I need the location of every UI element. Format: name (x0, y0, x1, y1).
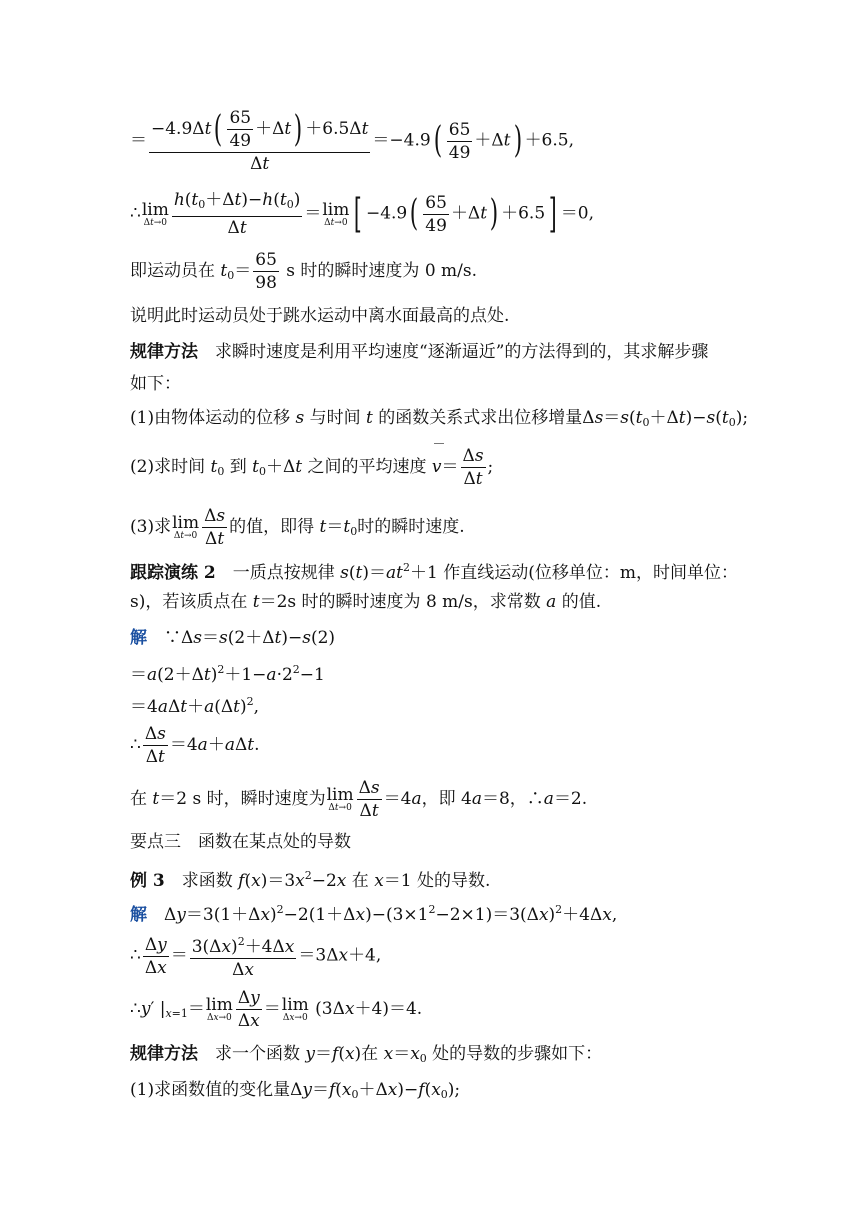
method-heading-2: 规律方法 求一个函数 y＝f(x)在 $x=x_0$ 处的导数的步骤如下： (130, 1044, 603, 1065)
step-2: (2)求时间 $t_0$ 到 $t_0+\Delta t$ 之间的平均速度 v＝ $\frac{\Delta s}{\Delta t}$ ; (130, 446, 494, 489)
explanation-line: 说明此时运动员处于跳水运动中离水面最高的点处. (130, 306, 510, 326)
solution-line-1: 解 ∵Δs＝s(2＋Δt)−s(2) (130, 628, 336, 648)
example-solution-3: ∴y′ $|_{x=1}=$ lim Δx→0 $\frac{\Delta y}{\Delta x}$ ＝ lim Δx→0 (3Δx＋4)＝4. (130, 988, 423, 1031)
equation-line: ＝ −4.9Δt( $\frac{65}{49}$ ＋Δt) ＋6.5Δt Δt ＝−4.9( $\frac{65}{49}$ ＋Δt) ＋6.5, (130, 108, 575, 174)
solution-line-3: $=4a\Delta t+a(\Delta t)^2$, (130, 695, 260, 717)
step-3: (3)求 lim Δt→0 $\frac{\Delta s}{\Delta t}$ 的值，即得 $t=t_0$时的瞬时速度. (130, 506, 465, 549)
practice-continuation: s)，若该质点在 t＝2s 时的瞬时速度为 8 m/s，求常数 a 的值. (130, 592, 602, 612)
fraction: −4.9Δt( $\frac{65}{49}$ ＋Δt) ＋6.5Δt Δt (151, 108, 369, 174)
solution-line-2: $=a(2+\Delta t)^2+1-a\cdot 2^2-1$ (130, 663, 325, 685)
section-heading: 要点三 函数在某点处的导数 (130, 832, 351, 852)
solution-line-5: 在 t＝2 s 时，瞬时速度为 lim Δt→0 $\frac{\Delta s}{\Delta t}$ ＝4a，即 4a＝8，∴a＝2. (130, 778, 588, 821)
method-heading: 规律方法 求瞬时速度是利用平均速度“逐渐逼近”的方法得到的，其求解步骤 (130, 342, 709, 362)
example-solution-2: ∴ $\frac{\Delta y}{\Delta x}$ ＝ $\frac{3(\Delta x)^2+4\Delta x}{\Delta x}$ ＝3Δx＋4, (130, 932, 381, 980)
instant-velocity-line: 即运动员在 $t_0=$ $\frac{65}{98}$ s 时的瞬时速度为 0 m/s. (130, 250, 478, 293)
example-heading: 例 3 求函数 $f(x)=3x^2-2x$ 在 x＝1 处的导数. (130, 869, 491, 891)
method-step-1: (1)求函数值的变化量$\Delta y=f(x_0+\Delta x)-f(x_0)$; (130, 1080, 461, 1101)
example-solution-1: 解 $\Delta y=3(1+\Delta x)^2-2(1+\Delta x)-(3\times 1^2-2\times 1)=3(\Delta x)^2+4\Delta x$, (130, 903, 618, 925)
method-continuation: 如下： (130, 374, 181, 394)
step-1: (1)由物体运动的位移 s 与时间 t 的函数关系式求出位移增量$\Delta s=s(t_0+\Delta t)-s(t_0)$; (130, 408, 749, 429)
practice-heading: 跟踪演练 2 一质点按规律 $s(t)=at^2+1$ 作直线运动(位移单位：m，时间单位： (130, 561, 738, 583)
solution-line-4: ∴ $\frac{\Delta s}{\Delta t}$ ＝4a＋aΔt. (130, 724, 260, 767)
limit-equation-line: ∴ lim Δt→0 $\frac{h(t_0+\Delta t)-h(t_0)}{\Delta t}$ ＝ lim Δt→0 [ −4.9( $\frac{65}{49}$ ＋Δt) ＋6.5] ＝0, (130, 190, 594, 238)
